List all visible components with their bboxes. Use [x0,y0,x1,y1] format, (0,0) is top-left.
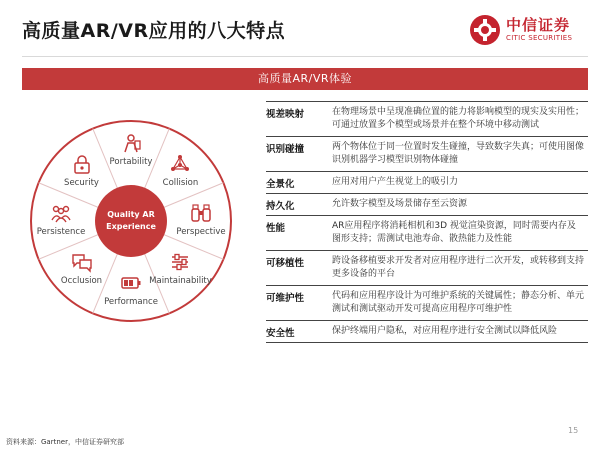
battery-icon [120,272,142,294]
title-divider [22,56,588,57]
feature-name: 识别碰撞 [266,144,305,155]
table-row [266,250,588,285]
quality-wheel [28,118,234,324]
table-row [266,171,588,193]
feature-description: 代码和应用程序设计为可维护系统的关键属性；静态分析、单元测试和测试驱动开发可提高应用程序可维护性 [332,291,585,314]
wheel-segment-label: Portability [109,157,153,167]
feature-description: 允许数字模型及场景储存至云资源 [332,199,468,209]
feature-description: 应用对用户产生视觉上的吸引力 [332,177,459,187]
feature-name: 可移植性 [266,258,305,269]
feature-name: 视差映射 [266,109,305,120]
brand-english-name: CITIC SECURITIES [506,34,573,42]
wheel-segment-label: Occlusion [60,276,103,287]
table-row [266,320,588,343]
sliders-icon [169,251,191,273]
wheel-center-line-1: Quality AR [107,210,155,219]
wheel-center-line-2: Experience [106,222,156,231]
table-row [266,285,588,320]
feature-name: 持久化 [266,201,295,212]
table-row [266,193,588,215]
source-note: 资料来源：Gartner，中信证券研究部 [6,438,124,446]
feature-description: 在物理场景中呈现准确位置的能力将影响模型的现实及实用性；可通过放置多个模型或场景并在整个环境中移动测试 [332,107,585,130]
table-row [266,101,588,136]
feature-description: 两个物体位于同一位置时发生碰撞，导致数字失真；可使用图像识别机器学习模型识别物体碰撞 [332,142,585,165]
table-row [266,215,588,250]
traveler-icon [120,132,142,154]
wheel-segment-label: Collision [162,177,199,188]
feature-name: 性能 [266,223,286,234]
chat-bubbles-icon [71,251,93,273]
wheel-segment-label: Persistence [36,227,86,237]
feature-description: AR应用程序将消耗相机和3D 视觉渲染资源，同时需要内存及图形支持；需测试电池寿命、散热能力及性能 [332,221,576,244]
page-title: 高质量AR/VR应用的八大特点 [22,20,286,42]
padlock-icon [71,153,93,175]
page-number: 15 [568,426,579,435]
wheel-segment-label: Maintainability [149,276,212,287]
wheel-segment-label: Security [64,177,99,188]
feature-name: 可维护性 [266,293,305,304]
citic-emblem-icon [468,13,502,47]
table-row [266,136,588,171]
brand-name: 中信证券 [506,16,571,34]
feature-table [266,101,588,343]
people-group-icon [50,202,72,224]
feature-name: 安全性 [266,328,295,339]
feature-name: 全景化 [266,179,295,190]
feature-description: 保护终端用户隐私，对应用程序进行安全测试以降低风险 [332,326,558,336]
citic-logo [468,12,588,48]
wheel-segment-label: Performance [104,297,158,307]
feature-description: 跨设备移植要求开发者对应用程序进行二次开发，或转移到支持更多设备的平台 [332,256,585,279]
wheel-segment-label: Perspective [176,227,226,237]
network-icon [169,153,191,175]
wheel-center-label [96,209,166,233]
section-banner: 高质量AR/VR体验 [22,68,588,90]
binoculars-icon [190,202,212,224]
